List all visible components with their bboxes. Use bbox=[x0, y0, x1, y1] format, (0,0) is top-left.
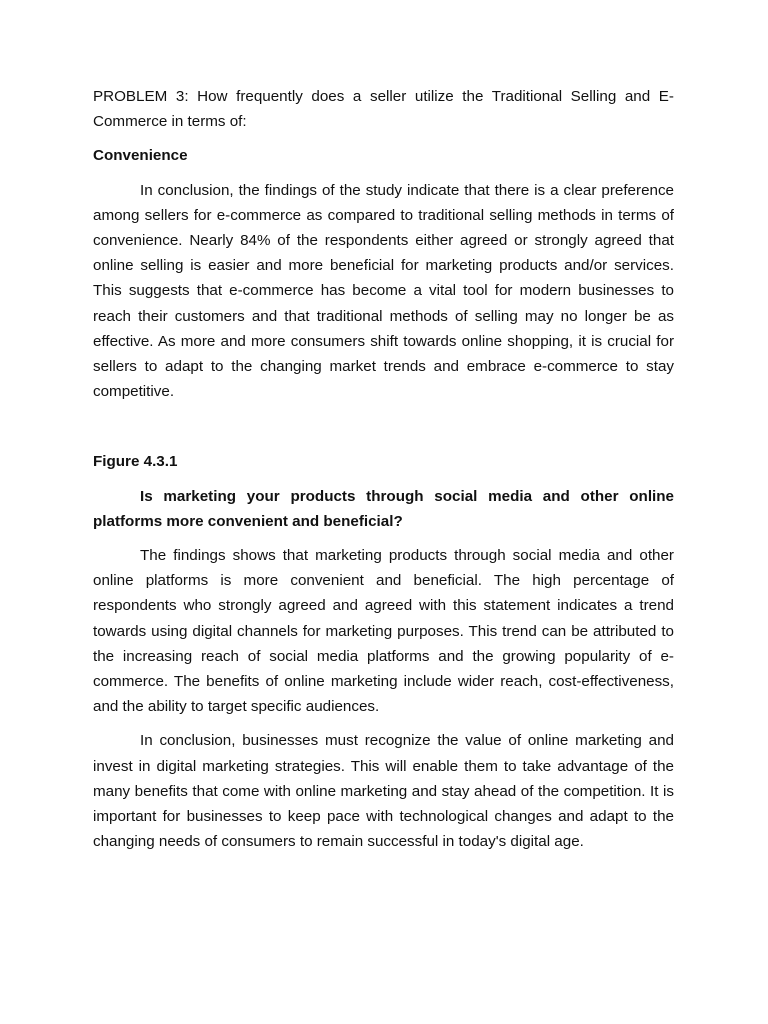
findings-paragraph: The findings shows that marketing products through social media and other online platforms is more convenient and beneficial. The high percentage of respondents who strongly agreed and agreed with this statement indicates a trend towards using digital channels for marketing purposes. This trend can be attributed to the increasing reach of social media platforms and the growing popularity of e-commerce. The benefits of online marketing include wider reach, cost-effectiveness, and the ability to target specific audiences. bbox=[93, 547, 674, 716]
problem-statement: PROBLEM 3: How frequently does a seller utilize the Traditional Selling and E-Commerce in terms of: bbox=[93, 88, 674, 131]
section-heading-convenience: Convenience bbox=[93, 147, 188, 165]
document-page bbox=[93, 84, 674, 854]
convenience-paragraph: In conclusion, the findings of the study indicate that there is a clear preference among sellers for e-commerce as compared to traditional selling methods in terms of convenience. Nearly 84% of the respondents either agreed or strongly agreed that online selling is easier and more beneficial for marketing products and/or services. This suggests that e-commerce has become a vital tool for modern businesses to reach their customers and that traditional methods of selling may no longer be as effective. As more and more consumers shift towards online shopping, it is crucial for sellers to adapt to the changing market trends and embrace e-commerce to stay competitive. bbox=[93, 181, 674, 401]
conclusion-paragraph: In conclusion, businesses must recognize the value of online marketing and invest in digital marketing strategies. This will enable them to take advantage of the many benefits that come with online marketing and stay ahead of the competition. It is important for businesses to keep pace with technological changes and adapt to the changing needs of consumers to remain successful in today's digital age. bbox=[93, 732, 674, 851]
figure-label: Figure 4.3.1 bbox=[93, 453, 178, 471]
figure-question: Is marketing your products through social media and other online platforms more convenient and beneficial? bbox=[93, 487, 674, 530]
